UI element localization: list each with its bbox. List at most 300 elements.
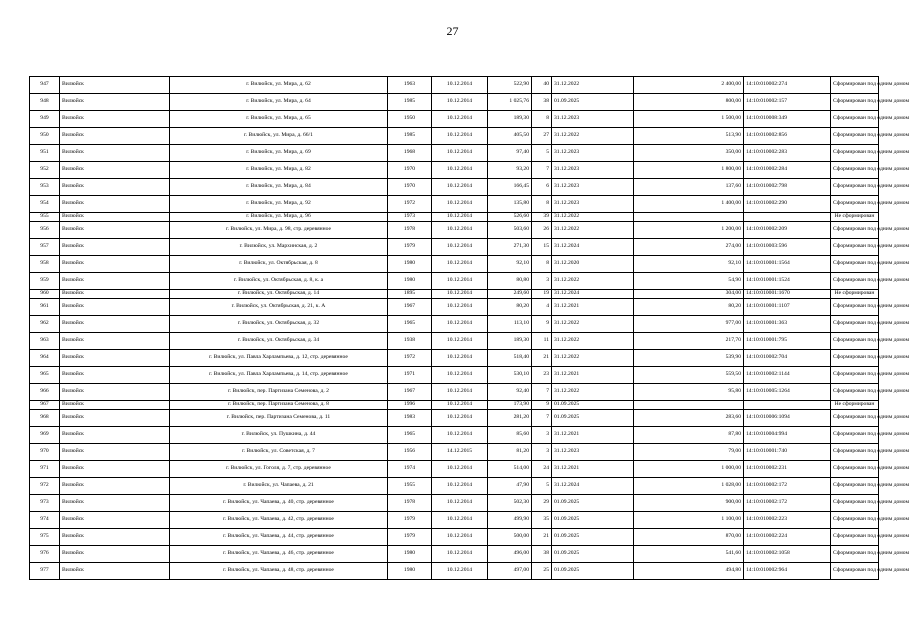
cadastral-number-cell: 14:10:010002:1144 [744, 367, 831, 384]
cadastral-number-cell: 14:10:010001:1564 [744, 256, 831, 273]
area-cell: 526,60 [488, 213, 532, 222]
date-cell: 10.12.2014 [432, 239, 488, 256]
land-area-cell: 92,10 [634, 256, 744, 273]
area-cell: 173,90 [488, 401, 532, 410]
address-cell: г. Вилюйск, ул. Октябрьская, д. 8, к. а [170, 273, 388, 290]
table-row [30, 529, 879, 546]
term-date-cell: 31.12.2022 [552, 222, 634, 239]
date-cell: 10.12.2014 [432, 478, 488, 495]
term-date-cell: 31.12.2022 [552, 77, 634, 94]
cadastral-number-cell: 14:10:010003:596 [744, 239, 831, 256]
year-built-cell: 1967 [388, 384, 432, 401]
city-cell: Вилюйск [60, 333, 170, 350]
year-built-cell: 1985 [388, 128, 432, 145]
date-cell: 10.12.2014 [432, 77, 488, 94]
term-date-cell: 31.12.2021 [552, 367, 634, 384]
term-date-cell: 31.12.2022 [552, 350, 634, 367]
address-cell: г. Вилюйск, ул. Мира, д. 84 [170, 179, 388, 196]
address-cell: г. Вилюйск, ул. Мира, д. 66/1 [170, 128, 388, 145]
term-date-cell: 31.12.2021 [552, 299, 634, 316]
area-cell: 92,10 [488, 256, 532, 273]
city-cell: Вилюйск [60, 512, 170, 529]
land-area-cell: 95,80 [634, 384, 744, 401]
date-cell: 10.12.2014 [432, 256, 488, 273]
table-row [30, 290, 879, 299]
term-date-cell: 31.12.2024 [552, 239, 634, 256]
area-cell: 85,60 [488, 427, 532, 444]
address-cell: г. Вилюйск, ул. Мира, д. 65 [170, 111, 388, 128]
area-cell: 189,30 [488, 111, 532, 128]
table-row [30, 77, 879, 94]
status-cell: Сформирован под одним домом [831, 546, 879, 563]
status-cell: Сформирован под одним домом [831, 563, 879, 580]
year-built-cell: 1985 [388, 94, 432, 111]
area-cell: 189,30 [488, 333, 532, 350]
count-cell: 3 [532, 427, 552, 444]
cadastral-number-cell: 14:10:010001:1524 [744, 273, 831, 290]
address-cell: г. Вилюйск, ул. Гоголя, д. 7, стр. деревянное [170, 461, 388, 478]
year-built-cell: 1972 [388, 196, 432, 213]
status-cell: Сформирован под одним домом [831, 367, 879, 384]
row-number: 973 [30, 495, 60, 512]
land-area-cell [634, 213, 744, 222]
year-built-cell: 1979 [388, 529, 432, 546]
city-cell: Вилюйск [60, 256, 170, 273]
land-area-cell: 1 800,00 [634, 162, 744, 179]
date-cell: 10.12.2014 [432, 461, 488, 478]
status-cell: Сформирован под одним домом [831, 128, 879, 145]
status-cell: Сформирован под одним домом [831, 94, 879, 111]
term-date-cell: 31.12.2020 [552, 256, 634, 273]
land-area-cell: 1 500,00 [634, 111, 744, 128]
year-built-cell: 1965 [388, 316, 432, 333]
table-row [30, 145, 879, 162]
area-cell: 1 025,76 [488, 94, 532, 111]
area-cell: 497,00 [488, 563, 532, 580]
address-cell: г. Вилюйск, ул. Чапаева, д. 42, стр. деревянное [170, 512, 388, 529]
row-number: 969 [30, 427, 60, 444]
term-date-cell: 31.12.2022 [552, 316, 634, 333]
year-built-cell: 1970 [388, 162, 432, 179]
year-built-cell: 1978 [388, 495, 432, 512]
address-cell: г. Вилюйск, ул. Мира, д. 98, стр. деревянное [170, 222, 388, 239]
table-row [30, 222, 879, 239]
area-cell: 405,50 [488, 128, 532, 145]
table-row [30, 94, 879, 111]
city-cell: Вилюйск [60, 213, 170, 222]
term-date-cell: 31.12.2022 [552, 213, 634, 222]
date-cell: 10.12.2014 [432, 222, 488, 239]
city-cell: Вилюйск [60, 222, 170, 239]
address-cell: г. Вилюйск, ул. Мира, д. 82 [170, 162, 388, 179]
city-cell: Вилюйск [60, 239, 170, 256]
land-area-cell: 304,00 [634, 290, 744, 299]
address-cell: г. Вилюйск, пер. Партизана Семенова, д. 8 [170, 401, 388, 410]
row-number: 967 [30, 401, 60, 410]
land-area-cell: 494,80 [634, 563, 744, 580]
date-cell: 10.12.2014 [432, 213, 488, 222]
table-row [30, 350, 879, 367]
count-cell: 38 [532, 546, 552, 563]
table-row [30, 367, 879, 384]
cadastral-number-cell: 14:10:010002:172 [744, 495, 831, 512]
city-cell: Вилюйск [60, 273, 170, 290]
date-cell: 10.12.2014 [432, 350, 488, 367]
count-cell: 7 [532, 384, 552, 401]
table-row [30, 444, 879, 461]
cadastral-number-cell: 14:10:010002:223 [744, 512, 831, 529]
count-cell: 19 [532, 290, 552, 299]
city-cell: Вилюйск [60, 444, 170, 461]
term-date-cell: 01.09.2025 [552, 495, 634, 512]
status-cell: Не сформирован [831, 401, 879, 410]
year-built-cell: 1963 [388, 77, 432, 94]
term-date-cell: 31.12.2022 [552, 384, 634, 401]
date-cell: 14.12.2015 [432, 444, 488, 461]
year-built-cell: 1968 [388, 145, 432, 162]
year-built-cell: 1996 [388, 401, 432, 410]
table-row [30, 427, 879, 444]
row-number: 955 [30, 213, 60, 222]
row-number: 965 [30, 367, 60, 384]
address-cell: г. Вилюйск, ул. Пушкина, д. 44 [170, 427, 388, 444]
date-cell: 10.12.2014 [432, 273, 488, 290]
count-cell: 40 [532, 77, 552, 94]
status-cell: Сформирован под одним домом [831, 196, 879, 213]
address-cell: г. Вилюйск, ул. Октябрьская, д. 34 [170, 333, 388, 350]
land-area-cell: 1 400,00 [634, 196, 744, 213]
area-cell: 500,00 [488, 529, 532, 546]
status-cell: Сформирован под одним домом [831, 427, 879, 444]
address-cell: г. Вилюйск, ул. Мира, д. 64 [170, 94, 388, 111]
term-date-cell: 31.12.2024 [552, 478, 634, 495]
status-cell: Сформирован под одним домом [831, 384, 879, 401]
row-number: 962 [30, 316, 60, 333]
table-row [30, 563, 879, 580]
address-cell: г. Вилюйск, ул. Октябрьская, д. 14 [170, 290, 388, 299]
address-cell: г. Вилюйск, ул. Мира, д. 96 [170, 213, 388, 222]
land-area-cell: 559,50 [634, 367, 744, 384]
area-cell: 514,00 [488, 461, 532, 478]
date-cell: 10.12.2014 [432, 546, 488, 563]
area-cell: 271,30 [488, 239, 532, 256]
area-cell: 499,90 [488, 512, 532, 529]
table-row [30, 239, 879, 256]
city-cell: Вилюйск [60, 77, 170, 94]
status-cell: Сформирован под одним домом [831, 461, 879, 478]
term-date-cell: 01.09.2025 [552, 563, 634, 580]
area-cell: 503,60 [488, 222, 532, 239]
row-number: 954 [30, 196, 60, 213]
land-area-cell: 283,60 [634, 410, 744, 427]
table-row [30, 478, 879, 495]
term-date-cell: 31.12.2023 [552, 162, 634, 179]
row-number: 963 [30, 333, 60, 350]
address-cell: г. Вилюйск, ул. Чапаева, д. 40, стр. деревянное [170, 495, 388, 512]
status-cell: Сформирован под одним домом [831, 239, 879, 256]
land-area-cell: 1 100,00 [634, 512, 744, 529]
row-number: 964 [30, 350, 60, 367]
city-cell: Вилюйск [60, 495, 170, 512]
date-cell: 10.12.2014 [432, 128, 488, 145]
count-cell: 7 [532, 410, 552, 427]
land-area-cell: 800,00 [634, 94, 744, 111]
status-cell: Сформирован под одним домом [831, 316, 879, 333]
count-cell: 23 [532, 367, 552, 384]
row-number: 950 [30, 128, 60, 145]
date-cell: 10.12.2014 [432, 111, 488, 128]
row-number: 977 [30, 563, 60, 580]
area-cell: 522,90 [488, 77, 532, 94]
row-number: 948 [30, 94, 60, 111]
area-cell: 530,10 [488, 367, 532, 384]
city-cell: Вилюйск [60, 299, 170, 316]
cadastral-number-cell: 14:10:010005:1264 [744, 384, 831, 401]
year-built-cell: 1980 [388, 256, 432, 273]
land-area-cell: 137,60 [634, 179, 744, 196]
city-cell: Вилюйск [60, 145, 170, 162]
land-area-cell: 350,00 [634, 145, 744, 162]
land-area-cell: 513,90 [634, 128, 744, 145]
address-cell: г. Вилюйск, ул. Чапаева, д. 21 [170, 478, 388, 495]
row-number: 974 [30, 512, 60, 529]
address-cell: г. Вилюйск, ул. Мира, д. 69 [170, 145, 388, 162]
cadastral-number-cell: 14:10:010001:363 [744, 316, 831, 333]
status-cell: Сформирован под одним домом [831, 299, 879, 316]
row-number: 958 [30, 256, 60, 273]
land-area-cell: 87,80 [634, 427, 744, 444]
cadastral-number-cell: 14:10:010001:740 [744, 444, 831, 461]
table-row [30, 401, 879, 410]
table-row [30, 196, 879, 213]
cadastral-number-cell: 14:10:010002:209 [744, 222, 831, 239]
year-built-cell: 1970 [388, 179, 432, 196]
area-cell: 97,40 [488, 145, 532, 162]
count-cell: 29 [532, 495, 552, 512]
city-cell: Вилюйск [60, 401, 170, 410]
year-built-cell: 1950 [388, 111, 432, 128]
area-cell: 502,30 [488, 495, 532, 512]
land-area-cell: 1 028,00 [634, 478, 744, 495]
cadastral-number-cell: 14:10:010001:1670 [744, 290, 831, 299]
page-number: 27 [446, 24, 459, 38]
row-number: 952 [30, 162, 60, 179]
date-cell: 10.12.2014 [432, 179, 488, 196]
count-cell: 35 [532, 512, 552, 529]
land-area-cell: 870,00 [634, 529, 744, 546]
land-area-cell: 80,20 [634, 299, 744, 316]
status-cell: Сформирован под одним домом [831, 495, 879, 512]
year-built-cell: 1956 [388, 444, 432, 461]
term-date-cell: 31.12.2021 [552, 461, 634, 478]
cadastral-number-cell: 14:10:010002:1058 [744, 546, 831, 563]
area-cell: 80,80 [488, 273, 532, 290]
term-date-cell: 01.09.2025 [552, 94, 634, 111]
count-cell: 8 [532, 111, 552, 128]
year-built-cell: 1980 [388, 563, 432, 580]
count-cell: 7 [532, 162, 552, 179]
count-cell: 5 [532, 478, 552, 495]
land-area-cell: 539,90 [634, 350, 744, 367]
count-cell: 25 [532, 563, 552, 580]
count-cell: 26 [532, 222, 552, 239]
status-cell: Сформирован под одним домом [831, 333, 879, 350]
area-cell: 496,00 [488, 546, 532, 563]
cadastral-number-cell: 14:10:010004:994 [744, 427, 831, 444]
count-cell: 24 [532, 461, 552, 478]
row-number: 975 [30, 529, 60, 546]
address-cell: г. Вилюйск, ул. Павла Харлампьева, д. 14, стр. деревянное [170, 367, 388, 384]
land-area-cell: 79,00 [634, 444, 744, 461]
table-body [30, 77, 909, 580]
table-row [30, 273, 879, 290]
year-built-cell: 1971 [388, 367, 432, 384]
year-built-cell: 1938 [388, 333, 432, 350]
date-cell: 10.12.2014 [432, 196, 488, 213]
table-row [30, 162, 879, 179]
cadastral-number-cell: 14:10:010001:1107 [744, 299, 831, 316]
term-date-cell: 01.09.2025 [552, 512, 634, 529]
year-built-cell: 1980 [388, 273, 432, 290]
year-built-cell: 1980 [388, 546, 432, 563]
count-cell: 3 [532, 444, 552, 461]
year-built-cell: 1895 [388, 290, 432, 299]
area-cell: 47,90 [488, 478, 532, 495]
address-cell: г. Вилюйск, ул. Чапаева, д. 48, стр. деревянное [170, 563, 388, 580]
table-row [30, 316, 879, 333]
city-cell: Вилюйск [60, 196, 170, 213]
city-cell: Вилюйск [60, 94, 170, 111]
address-cell: г. Вилюйск, пер. Партизана Семенова, д. 2 [170, 384, 388, 401]
term-date-cell: 31.12.2023 [552, 196, 634, 213]
cadastral-number-cell: 14:10:010002:290 [744, 196, 831, 213]
term-date-cell: 31.12.2022 [552, 128, 634, 145]
row-number: 951 [30, 145, 60, 162]
row-number: 961 [30, 299, 60, 316]
city-cell: Вилюйск [60, 384, 170, 401]
city-cell: Вилюйск [60, 563, 170, 580]
land-area-cell: 1 000,00 [634, 461, 744, 478]
land-area-cell: 1 200,00 [634, 222, 744, 239]
year-built-cell: 1972 [388, 350, 432, 367]
city-cell: Вилюйск [60, 128, 170, 145]
cadastral-number-cell: 14:10:010002:224 [744, 529, 831, 546]
year-built-cell: 1979 [388, 512, 432, 529]
status-cell: Сформирован под одним домом [831, 77, 879, 94]
row-number: 966 [30, 384, 60, 401]
term-date-cell: 31.12.2022 [552, 333, 634, 350]
count-cell: 21 [532, 350, 552, 367]
row-number: 968 [30, 410, 60, 427]
area-cell: 518,40 [488, 350, 532, 367]
table-row [30, 213, 879, 222]
city-cell: Вилюйск [60, 162, 170, 179]
term-date-cell: 31.12.2021 [552, 427, 634, 444]
status-cell: Сформирован под одним домом [831, 222, 879, 239]
city-cell: Вилюйск [60, 546, 170, 563]
year-built-cell: 1983 [388, 410, 432, 427]
cadastral-number-cell: 14:10:010002:798 [744, 179, 831, 196]
count-cell: 11 [532, 333, 552, 350]
cadastral-number-cell: 14:10:010002:704 [744, 350, 831, 367]
table-row [30, 410, 879, 427]
year-built-cell: 1965 [388, 427, 432, 444]
table-row [30, 111, 879, 128]
count-cell: 8 [532, 256, 552, 273]
status-cell: Сформирован под одним домом [831, 145, 879, 162]
row-number: 947 [30, 77, 60, 94]
row-number: 971 [30, 461, 60, 478]
area-cell: 166,45 [488, 179, 532, 196]
city-cell: Вилюйск [60, 410, 170, 427]
land-area-cell: 54,90 [634, 273, 744, 290]
term-date-cell: 31.12.2023 [552, 111, 634, 128]
address-cell: г. Вилюйск, ул. Павла Харлампьева, д. 12, стр. деревянное [170, 350, 388, 367]
city-cell: Вилюйск [60, 350, 170, 367]
status-cell: Сформирован под одним домом [831, 478, 879, 495]
term-date-cell: 31.12.2023 [552, 179, 634, 196]
cadastral-number-cell [744, 401, 831, 410]
city-cell: Вилюйск [60, 179, 170, 196]
count-cell: 21 [532, 529, 552, 546]
table-row [30, 546, 879, 563]
year-built-cell: 1973 [388, 213, 432, 222]
count-cell: 27 [532, 128, 552, 145]
area-cell: 92,40 [488, 384, 532, 401]
address-cell: г. Вилюйск, ул. Мира, д. 62 [170, 77, 388, 94]
land-area-cell: 541,60 [634, 546, 744, 563]
year-built-cell: 1979 [388, 239, 432, 256]
row-number: 959 [30, 273, 60, 290]
table-row [30, 512, 879, 529]
term-date-cell: 01.09.2025 [552, 546, 634, 563]
row-number: 976 [30, 546, 60, 563]
count-cell: 3 [532, 273, 552, 290]
term-date-cell: 31.12.2022 [552, 273, 634, 290]
land-area-cell: 217,70 [634, 333, 744, 350]
land-area-cell: 977,00 [634, 316, 744, 333]
date-cell: 10.12.2014 [432, 529, 488, 546]
status-cell: Сформирован под одним домом [831, 273, 879, 290]
row-number: 949 [30, 111, 60, 128]
row-number: 960 [30, 290, 60, 299]
status-cell: Сформирован под одним домом [831, 162, 879, 179]
city-cell: Вилюйск [60, 316, 170, 333]
table-row [30, 299, 879, 316]
count-cell: 39 [532, 213, 552, 222]
count-cell: 15 [532, 239, 552, 256]
term-date-cell: 31.12.2023 [552, 444, 634, 461]
year-built-cell: 1967 [388, 299, 432, 316]
row-number: 956 [30, 222, 60, 239]
city-cell: Вилюйск [60, 111, 170, 128]
term-date-cell: 01.09.2025 [552, 529, 634, 546]
row-number: 972 [30, 478, 60, 495]
row-number: 957 [30, 239, 60, 256]
city-cell: Вилюйск [60, 529, 170, 546]
count-cell: 6 [532, 179, 552, 196]
count-cell: 5 [532, 145, 552, 162]
date-cell: 10.12.2014 [432, 299, 488, 316]
date-cell: 10.12.2014 [432, 94, 488, 111]
address-cell: г. Вилюйск, ул. Мархинская, д. 2 [170, 239, 388, 256]
cadastral-number-cell [744, 213, 831, 222]
table-row [30, 384, 879, 401]
count-cell: 9 [532, 316, 552, 333]
cadastral-number-cell: 14:10:010002:964 [744, 563, 831, 580]
address-cell: г. Вилюйск, ул. Октябрьская, д. 21, к. А [170, 299, 388, 316]
term-date-cell: 31.12.2024 [552, 290, 634, 299]
